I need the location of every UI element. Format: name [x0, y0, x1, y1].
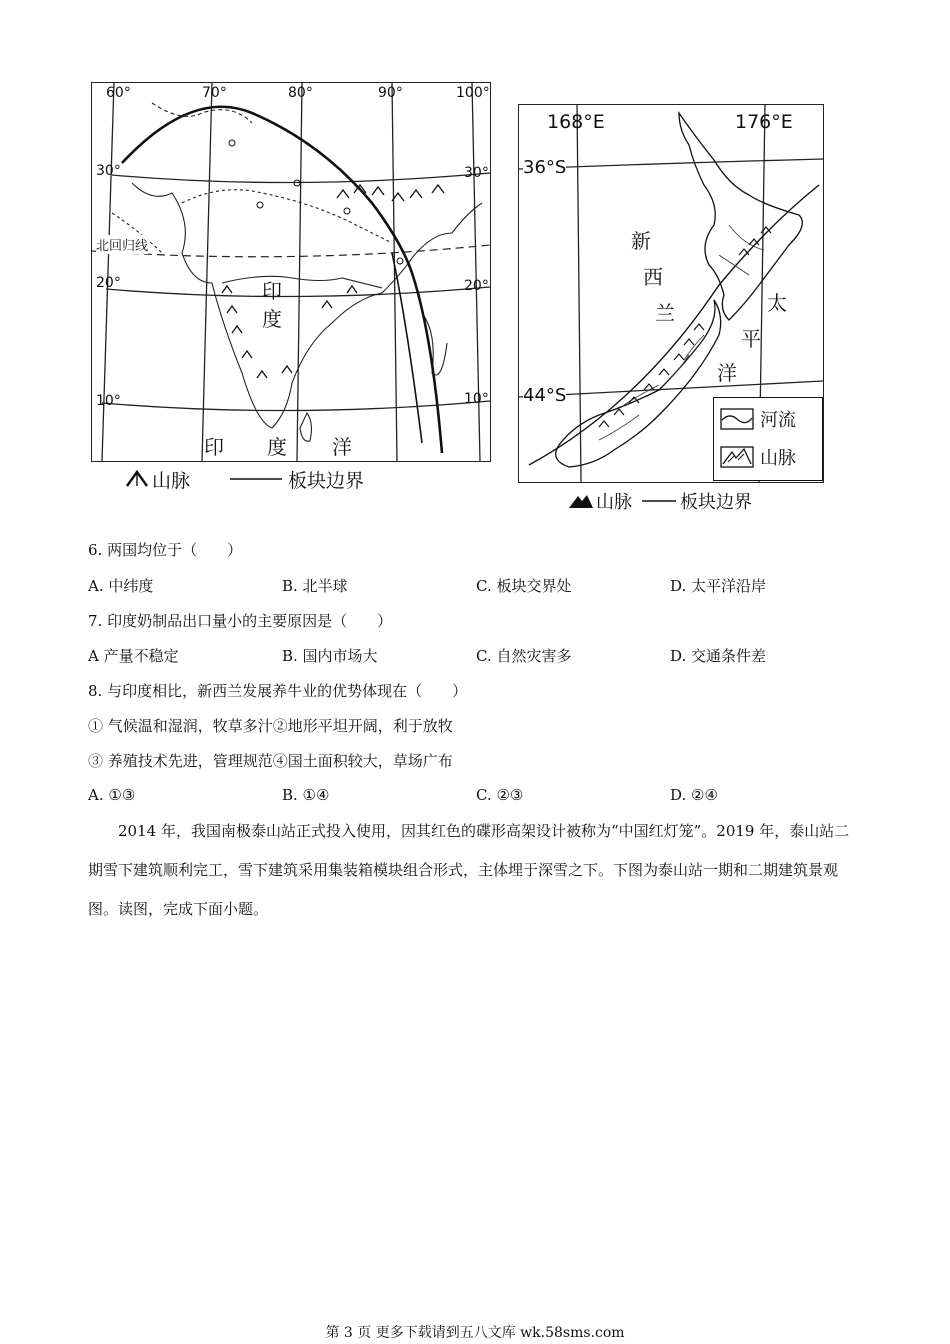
bottom-boundary-line [642, 496, 676, 506]
country-label-xin: 新 [631, 229, 651, 253]
lat-label-10-right: 10° [464, 391, 489, 407]
new-zealand-map [518, 104, 824, 483]
q7-option-b[interactable]: B. 国内市场大 [282, 647, 378, 665]
question-6-stem: 6. 两国均位于（ ） [88, 541, 243, 559]
bottom-legend-boundary-label: 板块边界 [680, 492, 752, 513]
meridian-70 [202, 83, 212, 461]
mountain-legend-icon [124, 468, 150, 490]
parallel-20 [106, 287, 490, 297]
bottom-legend-mountain-label: 山脉 [596, 492, 632, 513]
country-label-du: 度 [262, 307, 282, 331]
legend-nz-mountain-label: 山脉 [760, 448, 796, 469]
q6-option-a[interactable]: A. 中纬度 [88, 577, 154, 595]
q8-statement-1: ① 气候温和湿润，牧草多汁②地形平坦开阔，利于放牧 [88, 717, 453, 735]
nz-bottom-mountain-icon [568, 492, 594, 510]
india-map-drawing [92, 83, 490, 461]
legend-river-row [720, 406, 796, 432]
border-line [182, 190, 392, 243]
legend-boundary-label: 板块边界 [288, 469, 365, 492]
q7-option-c[interactable]: C. 自然灾害多 [476, 647, 572, 665]
question-8-stem: 8. 与印度相比，新西兰发展养牛业的优势体现在（ ） [88, 682, 468, 700]
legend-mountain-row [720, 444, 796, 470]
lat-label-20-right: 20° [464, 278, 489, 294]
coastline [132, 183, 482, 428]
lon-label-90: 90° [378, 85, 403, 101]
india-map [91, 82, 491, 462]
lat-label-36s: 36°S [523, 157, 567, 178]
lon-label-100: 100° [456, 85, 490, 101]
ocean-label-yang: 洋 [332, 435, 352, 459]
lat-label-44s: 44°S [523, 385, 567, 406]
river-legend-icon [720, 408, 754, 430]
q8-statement-2: ③ 养殖技术先进，管理规范④国土面积较大，草场广布 [88, 752, 453, 770]
plateau-outline [222, 276, 382, 288]
boundary-legend-line [230, 474, 282, 484]
q7-option-a[interactable]: A 产量不稳定 [88, 647, 179, 665]
ocean-label-ping: 平 [741, 327, 761, 351]
lon-label-70: 70° [202, 85, 227, 101]
lon-label-168e: 168°E [547, 111, 605, 133]
nz-mountain-legend-icon [720, 446, 754, 468]
legend-river-label: 河流 [760, 410, 796, 431]
ocean-label-du: 度 [267, 435, 287, 459]
sri-lanka [300, 413, 311, 441]
parallel-10 [102, 401, 490, 411]
q8-option-b[interactable]: B. ①④ [282, 786, 330, 804]
q8-option-a[interactable]: A. ①③ [88, 786, 136, 804]
lon-label-80: 80° [288, 85, 313, 101]
q7-option-d[interactable]: D. 交通条件差 [670, 647, 767, 665]
india-legend [124, 466, 364, 492]
ocean-label-tai: 太 [767, 291, 787, 315]
lon-label-60: 60° [106, 85, 131, 101]
tropic-line [92, 245, 490, 257]
passage-text: 2014 年，我国南极泰山站正式投入使用，因其红色的碟形高架设计被称为“中国红灯笼”。2019 年，泰山站二期雪下建筑顺利完工，雪下建筑采用集装箱模块组合形式，主体埋于深雪之下。下图为泰山站一期和二期建筑景观图。读图，完成下面小题。 [88, 822, 850, 918]
lat-label-10-left: 10° [96, 393, 121, 409]
lat-label-30-left: 30° [96, 163, 121, 179]
question-7-stem: 7. 印度奶制品出口量小的主要原因是（ ） [88, 612, 393, 630]
q6-option-b[interactable]: B. 北半球 [282, 577, 348, 595]
border-north [152, 103, 252, 123]
nz-inner-legend [713, 397, 823, 481]
ocean-label-yin: 印 [204, 435, 224, 459]
country-label-lan: 兰 [655, 301, 675, 325]
legend-mountain-label: 山脉 [152, 469, 191, 492]
lon-label-176e: 176°E [735, 111, 793, 133]
q6-option-c[interactable]: C. 板块交界处 [476, 577, 572, 595]
country-label-yin: 印 [262, 279, 282, 303]
ocean-label-yang: 洋 [717, 361, 737, 385]
q6-option-d[interactable]: D. 太平洋沿岸 [670, 577, 767, 595]
lat-label-20-left: 20° [96, 275, 121, 291]
nz-bottom-legend [568, 488, 752, 514]
q8-option-c[interactable]: C. ②③ [476, 786, 524, 804]
page-footer: 第 3 页 更多下载请到五八文库 wk.58sms.com [325, 1325, 625, 1341]
passage [88, 812, 864, 929]
city-dots [229, 140, 403, 264]
country-label-xi: 西 [643, 265, 663, 289]
tropic-label: 北回归线 [96, 235, 148, 254]
q8-option-d[interactable]: D. ②④ [670, 786, 718, 804]
lat-label-30-right: 30° [464, 165, 489, 181]
